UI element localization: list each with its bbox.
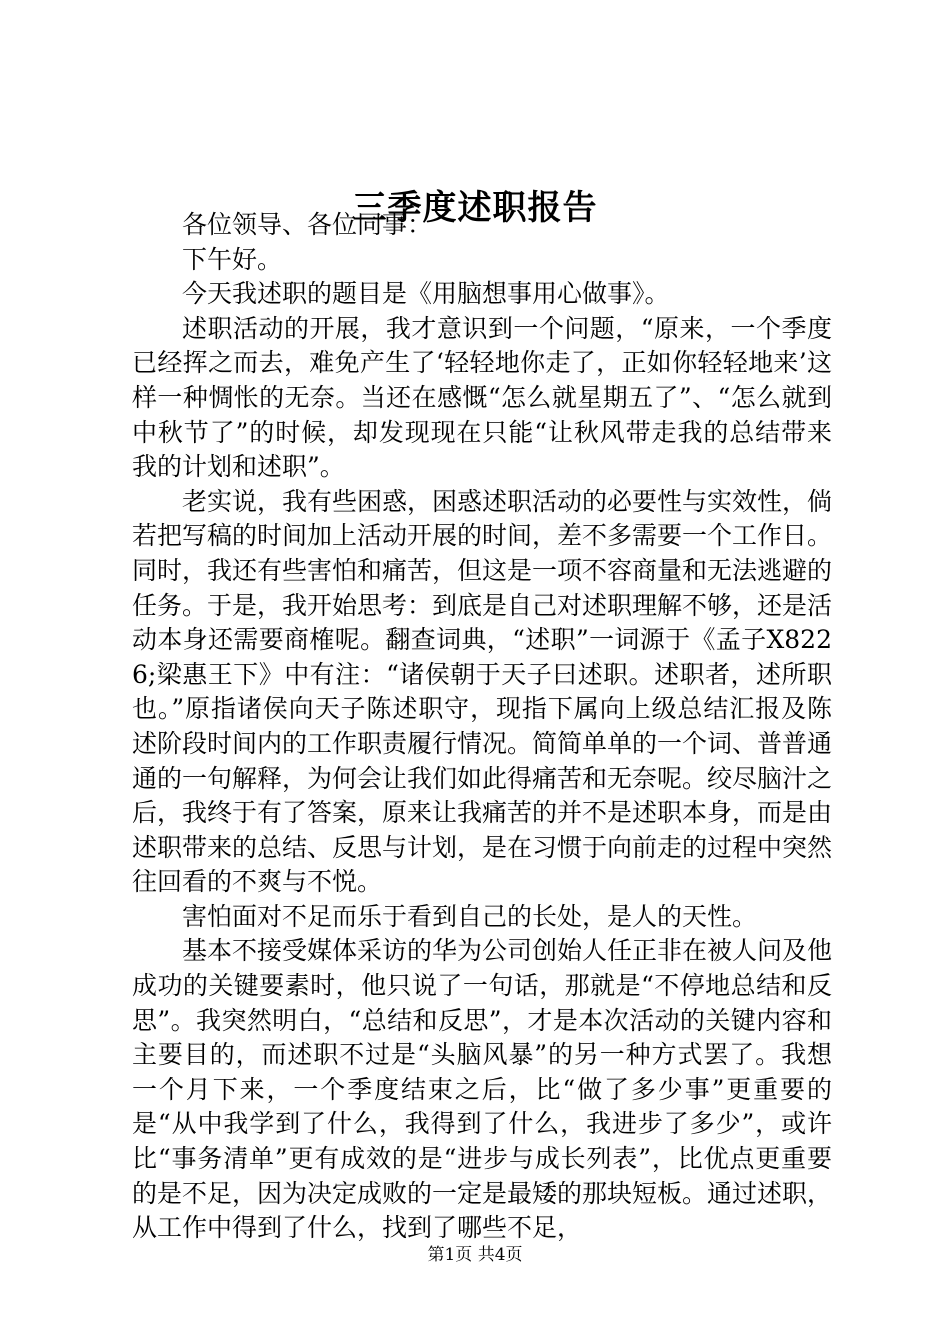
paragraph-topic: 今天我述职的题目是《用脑想事用心做事》。 bbox=[182, 279, 670, 309]
paragraph-greeting: 各位领导、各位同事： bbox=[182, 210, 433, 239]
document-body bbox=[132, 208, 832, 1246]
paragraph-summary-reflection: 基本不接受媒体采访的华为公司创始人任正非在被人问及他成功的关键要素时，他只说了一句话，那就是“不停地总结和反思”。我突然明白，“总结和反思”，才是本次活动的关键内容和主要目的，而述职不过是“头脑风暴”的另一种方式罢了。我想一个月下来，一个季度结束之后，比“做了多少事”更重要的是“从中我学到了什么，我得到了什么，我进步了多少”，或许比“事务清单”更有成效的是“进步与成长列表”，比优点更重要的是不足，因为决定成败的一定是最矮的那块短板。通过述职，从工作中得到了什么，找到了哪些不足， bbox=[132, 936, 833, 1243]
document-title: 三季度述职报告 bbox=[352, 188, 598, 228]
paragraph-good-afternoon: 下午好。 bbox=[182, 244, 283, 274]
paragraph-human-nature: 害怕面对不足而乐于看到自己的长处，是人的天性。 bbox=[182, 901, 758, 931]
paragraph-activity-reflection: 述职活动的开展，我才意识到一个问题，“原来，一个季度已经挥之而去，难免产生了‘轻轻地你走了，正如你轻轻地来’这样一种惆怅的无奈。当还在感慨“怎么就星期五了”、“怎么就到中秋节了”的时候，却发现现在只能“让秋风带走我的总结带来我的计划和述职”。 bbox=[132, 313, 832, 482]
paragraph-confusion: 老实说，我有些困惑，困惑述职活动的必要性与实效性，倘若把写稿的时间加上活动开展的时间，差不多需要一个工作日。同时，我还有些害怕和痛苦，但这是一项不容商量和无法逃避的任务。于是，我开始思考：到底是自己对述职理解不够，还是活动本身还需要商榷呢。翻查词典，“述职”一词源于《孟子X8226;梁惠王下》中有注：“诸侯朝于天子曰述职。述职者，述所职也。”原指诸侯向天子陈述职守，现指下属向上级总结汇报及陈述阶段时间内的工作职责履行情况。简简单单的一个词、普普通通的一句解释，为何会让我们如此得痛苦和无奈呢。绞尽脑汁之后，我终于有了答案，原来让我痛苦的并不是述职本身，而是由述职带来的总结、反思与计划，是在习惯于向前走的过程中突然往回看的不爽与不悦。 bbox=[132, 486, 833, 897]
page-number-footer: 第1页 共4页 bbox=[427, 1245, 523, 1265]
